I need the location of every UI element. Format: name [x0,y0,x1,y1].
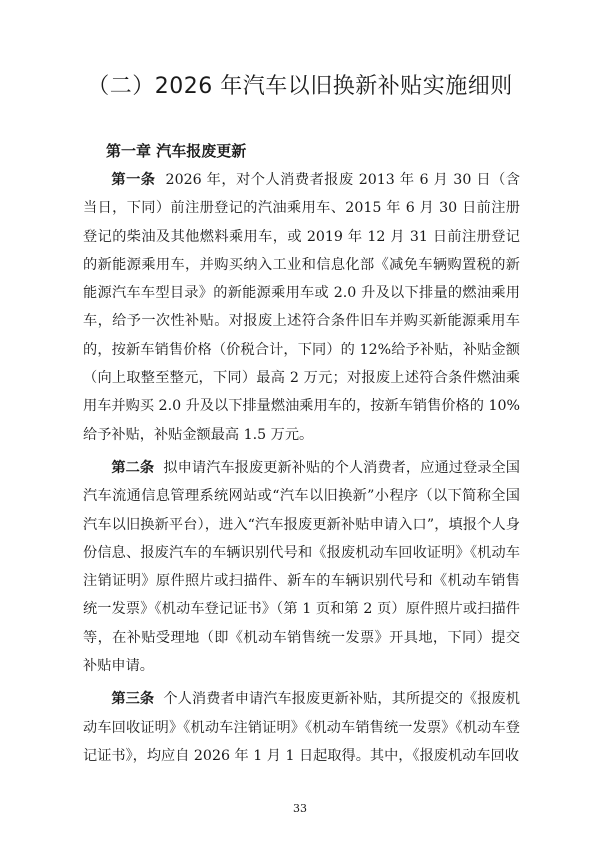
article-3-text: 个人消费者申请汽车报废更新补贴，其所提交的《报废机动车回收证明》《机动车注销证明》《机动车销售统一发票》《机动车登记证书》，均应自 2026 年 1 月 1 日起取得。其中，《报废机动车回收 [83,691,520,764]
chapter-heading: 第一章 汽车报废更新 [106,142,247,160]
article-1-number: 第一条 [111,172,156,188]
document-body [83,166,520,770]
article-2 [83,454,520,680]
article-2-number: 第二条 [111,459,155,476]
page-number: 33 [293,802,307,815]
article-3 [83,685,520,770]
article-3-number: 第三条 [111,691,155,708]
article-1 [83,166,520,449]
article-2-text: 拟申请汽车报废更新补贴的个人消费者，应通过登录全国汽车流通信息管理系统网站或“汽车以旧换新”小程序（以下简称全国汽车以旧换新平台），进入“汽车报废更新补贴申请入口”，填报个人身份信息、报废汽车的车辆识别代号和《报废机动车回收证明》《机动车注销证明》原件照片或扫描件、新车的车辆识别代号和《机动车销售统一发票》《机动车登记证书》（第 1 页和第 2 页）原件照片或扫描件等，在补贴受理地（即《机动车销售统一发票》开具地，下同）提交补贴申请。 [83,459,520,675]
article-1-text: 2026 年，对个人消费者报废 2013 年 6 月 30 日（含当日，下同）前注册登记的汽油乘用车、2015 年 6 月 30 日前注册登记的柴油及其他燃料乘用车，或 2019 年 12 月 31 日前注册登记的新能源乘用车，并购买纳入工业和信息化部《减免车辆购置税的新能源汽车车型目录》的新能源乘用车或 2.0 升及以下排量的燃油乘用车，给予一次性补贴。对报废上述符合条件旧车并购买新能源乘用车的，按新车销售价格（价税合计，下同）的 12%给予补贴，补贴金额（向上取整至整元，下同）最高 2 万元；对报废上述符合条件燃油乘用车并购买 2.0 升及以下排量燃油乘用车的，按新车销售价格的 10%给予补贴，补贴金额最高 1.5 万元。 [83,172,520,443]
page-title: （二）2026 年汽车以旧换新补贴实施细则 [87,74,513,99]
